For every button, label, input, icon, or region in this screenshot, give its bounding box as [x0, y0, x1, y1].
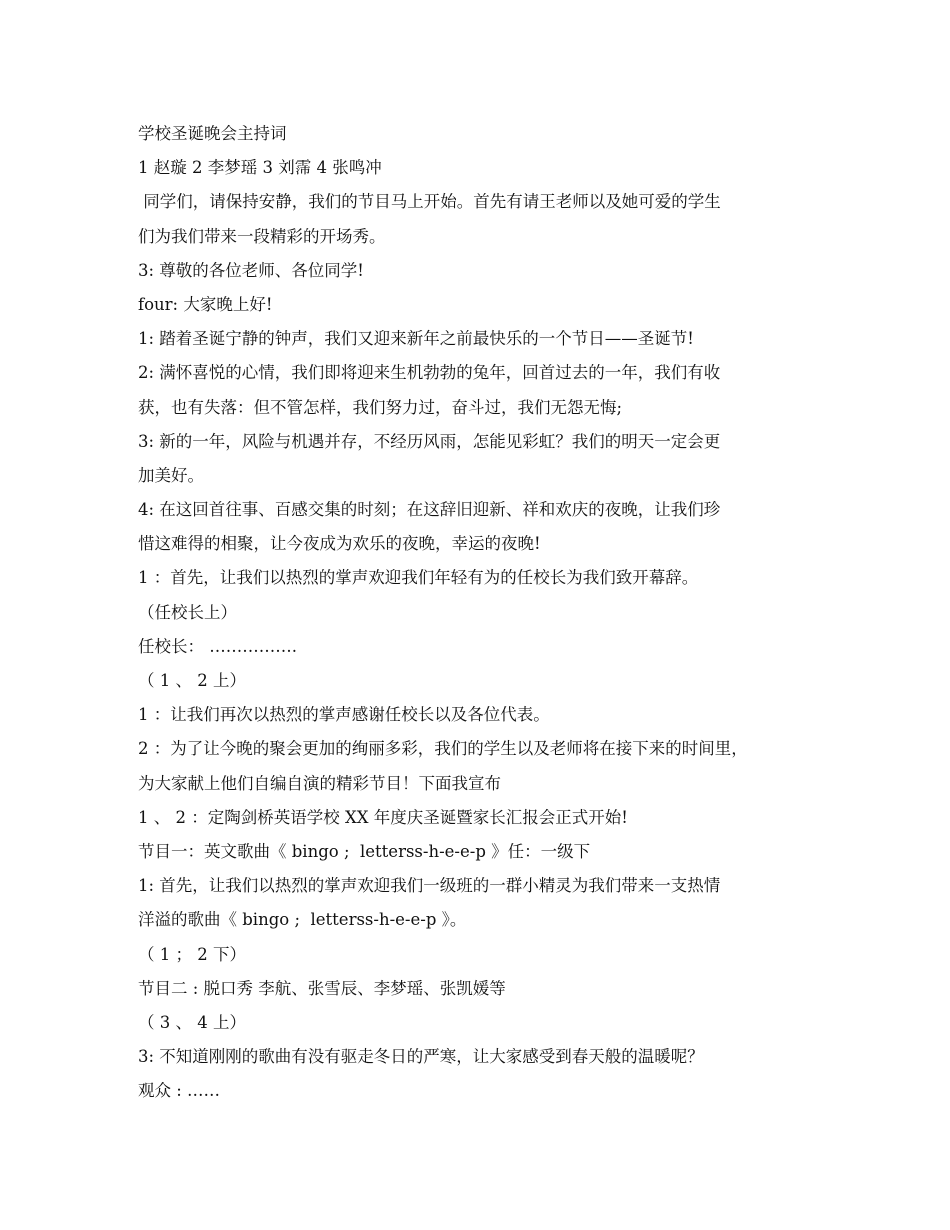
text-line: 们为我们带来一段精彩的开场秀。 — [138, 226, 386, 246]
text-line: 1: 踏着圣诞宁静的钟声，我们又迎来新年之前最快乐的一个节日——圣诞节! — [138, 329, 694, 349]
text-line: 1 ：让我们再次以热烈的掌声感谢任校长以及各位代表。 — [138, 705, 550, 725]
text-line: 任校长： ……………. — [138, 636, 297, 656]
document-body — [138, 117, 818, 1108]
stage-direction: （ 1 ； 2 下） — [138, 944, 246, 964]
text-line: 3: 尊敬的各位老师、各位同学! — [138, 260, 364, 280]
text-line: 3: 不知道刚刚的歌曲有没有驱走冬日的严寒，让大家感受到春天般的温暖呢？ — [138, 1047, 704, 1067]
text-line: 同学们，请保持安静，我们的节目马上开始。首先有请王老师以及她可爱的学生 — [138, 192, 721, 212]
text-line: 3: 新的一年，风险与机遇并存，不经历风雨，怎能见彩虹？我们的明天一定会更 — [138, 431, 721, 451]
text-line: 观众 : …… — [138, 1081, 221, 1101]
text-line: 2: 满怀喜悦的心情，我们即将迎来生机勃勃的兔年，回首过去的一年，我们有收 — [138, 363, 721, 383]
document-title: 学校圣诞晚会主持词 — [138, 124, 287, 143]
program-item: 节目二 : 脱口秀 李航、张雪辰、李梦瑶、张凯媛等 — [138, 978, 506, 998]
text-line: 4: 在这回首往事、百感交集的时刻；在这辞旧迎新、祥和欢庆的夜晚，让我们珍 — [138, 500, 721, 520]
text-line: 为大家献上他们自编自演的精彩节目！下面我宣布 — [138, 773, 501, 793]
text-line: 加美好。 — [138, 465, 204, 485]
host-list: 1 赵璇 2 李梦瑶 3 刘霈 4 张鸣冲 — [138, 158, 382, 178]
stage-direction: （ 3 、 4 上） — [138, 1012, 246, 1032]
text-line: 1 、 2 ：定陶剑桥英语学校 XX 年度庆圣诞暨家长汇报会正式开始! — [138, 807, 628, 827]
text-line: 获，也有失落：但不管怎样，我们努力过，奋斗过，我们无怨无悔; — [138, 397, 623, 417]
text-line: 2 ：为了让今晚的聚会更加的绚丽多彩，我们的学生以及老师将在接下来的时间里， — [138, 739, 748, 759]
stage-direction: （ 1 、 2 上） — [138, 671, 246, 690]
stage-direction: （任校长上） — [138, 602, 237, 622]
text-line: 洋溢的歌曲《 bingo ; letterss-h-e-e-p 》。 — [138, 910, 467, 930]
text-line: 1 ：首先，让我们以热烈的掌声欢迎我们年轻有为的任校长为我们致开幕辞。 — [138, 568, 699, 588]
text-line: 1: 首先，让我们以热烈的掌声欢迎我们一级班的一群小精灵为我们带来一支热情 — [138, 876, 721, 896]
program-item: 节目一：英文歌曲《 bingo ; letterss-h-e-e-p 》任：一级下 — [138, 841, 591, 861]
text-line: 惜这难得的相聚，让今夜成为欢乐的夜晚，幸运的夜晚! — [138, 534, 541, 554]
text-line: four: 大家晚上好! — [138, 294, 273, 314]
